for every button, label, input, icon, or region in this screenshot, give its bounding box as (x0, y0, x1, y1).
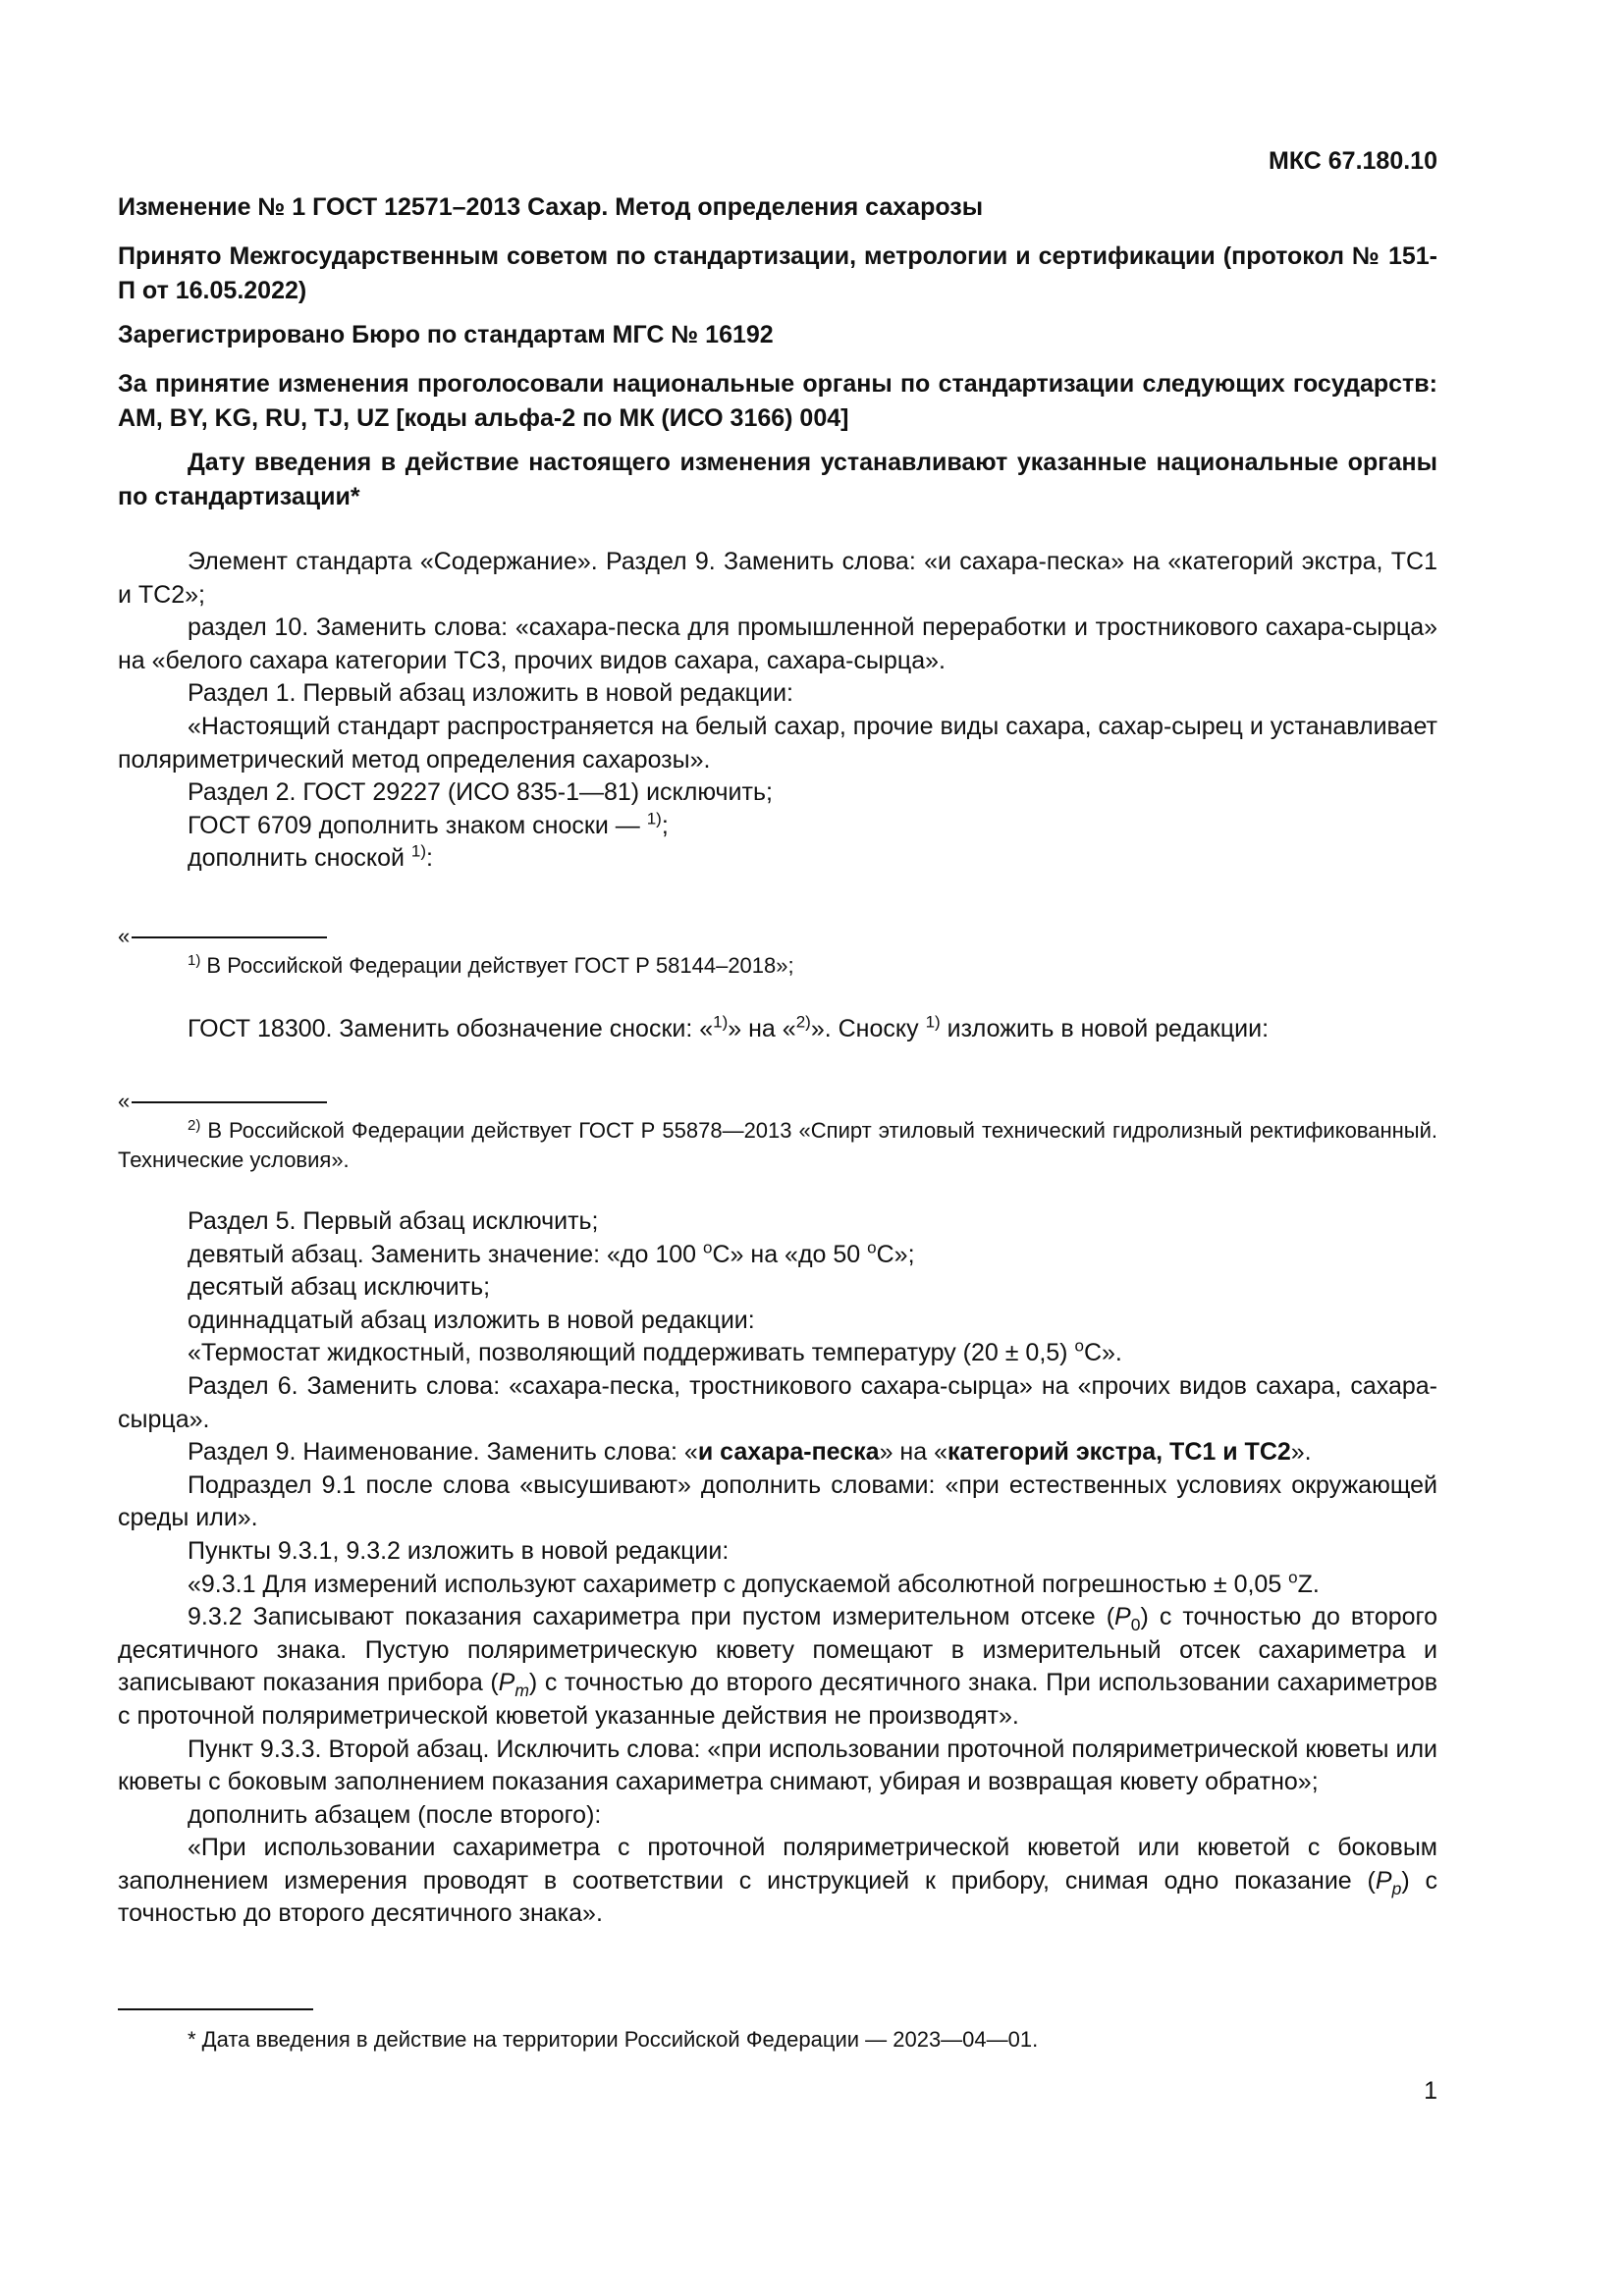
text: ; (661, 811, 669, 839)
footnote-mark: 1) (188, 951, 201, 969)
paragraph: дополнить абзацем (после второго): (188, 1800, 602, 1829)
page-number: 1 (1424, 2077, 1437, 2105)
paragraph (118, 810, 1437, 843)
page-footnote-separator (118, 2008, 313, 2010)
mks-code: МКС 67.180.10 (1269, 147, 1437, 175)
text: ) с точностью до второго десятичного знака. Пустую поляриметрическую кювету помещают в измерительный отсек сахариметра и записывают показания прибора ( (118, 1603, 1437, 1697)
text: » на « (879, 1438, 947, 1467)
paragraph: одиннадцатый абзац изложить в новой редакции: (188, 1306, 755, 1334)
paragraph: Пункты 9.3.1, 9.3.2 изложить в новой редакции: (188, 1536, 730, 1565)
footnote-ref: 2) (795, 1012, 811, 1032)
quote-mark: « (118, 924, 131, 948)
amendment-text-block-1 (118, 546, 1437, 876)
text: 9.3.2 Записывают показания сахариметра при пустом измерительном отсеке ( (188, 1603, 1115, 1631)
degree-sign: о (703, 1238, 713, 1257)
paragraph: Пункт 9.3.3. Второй абзац. Исключить слова: «при использовании проточной поляриметрической кюветы или кюветы с боковым заполнением показания сахариметра снимают, убирая и возвращая кювету обратно»; (118, 1735, 1437, 1796)
voting-states: За принятие изменения проголосовали национальные органы по стандартизации следующих государств: AM, BY, KG, RU, TJ, UZ [коды альфа-2 по МК (ИСО 3166) 004] (118, 370, 1437, 432)
paragraph (118, 1436, 1437, 1469)
registration: Зарегистрировано Бюро по стандартам МГС № 16192 (118, 321, 774, 348)
paragraph (118, 1013, 1437, 1046)
degree-sign: о (1288, 1568, 1298, 1587)
paragraph: раздел 10. Заменить слова: «сахара-песка для промышленной переработки и тростникового сахара-сырца» на «белого сахара категории ТС3, прочих видов сахара, сахара-сырца». (118, 614, 1437, 674)
paragraph: Раздел 1. Первый абзац изложить в новой редакции: (188, 679, 793, 708)
text: В Российской Федерации действует ГОСТ Р 55878—2013 «Спирт этиловый технический гидролизный ректификованный. Технические условия». (118, 1118, 1437, 1172)
amendment-title: Изменение № 1 ГОСТ 12571–2013 Сахар. Метод определения сахарозы (118, 193, 984, 221)
text: Z. (1297, 1570, 1320, 1598)
subscript: 0 (1130, 1615, 1141, 1635)
footnote-ref: 1) (713, 1012, 729, 1032)
bold-text: и сахара-песка (697, 1438, 880, 1467)
text: дополнить сноской (188, 844, 411, 873)
footnote-mark: 2) (188, 1116, 201, 1134)
paragraph: Элемент стандарта «Содержание». Раздел 9. Заменить слова: «и сахара-песка» на «категорий экстра, ТС1 и ТС2»; (118, 548, 1437, 609)
degree-sign: о (867, 1238, 877, 1257)
quote-mark: « (118, 1089, 131, 1113)
footnote-ref: 1) (646, 809, 662, 828)
text: «9.3.1 Для измерений используют сахариметр с допускаемой абсолютной погрешностью ± 0,05 (188, 1570, 1289, 1598)
footnote-text (118, 951, 1437, 981)
degree-sign: о (1074, 1337, 1084, 1357)
paragraph: «Настоящий стандарт распространяется на белый сахар, прочие виды сахара, сахар-сырец и устанавливает поляриметрический метод определения сахарозы». (118, 712, 1437, 774)
text: ». Сноску (810, 1015, 926, 1042)
footnote-ref: 1) (925, 1012, 941, 1032)
text: ) с точностью до второго десятичного знака». (118, 1866, 1437, 1928)
footnote-rule (118, 1087, 1437, 1116)
paragraph (118, 1601, 1437, 1733)
page-footnote: * Дата введения в действие на территории Российской Федерации — 2023—04—01. (188, 2027, 1039, 2052)
paragraph: Раздел 6. Заменить слова: «сахара-песка, тростникового сахара-сырца» на «прочих видов сахара, сахара-сырца». (118, 1371, 1437, 1433)
text: С»; (876, 1240, 915, 1268)
footnote-separator (132, 1101, 327, 1103)
adopted-by: Принято Межгосударственным советом по стандартизации, метрологии и сертификации (протокол № 151-П от 16.05.2022) (118, 242, 1437, 304)
effective-date-note: Дату введения в действие настоящего изменения устанавливают указанные национальные органы по стандартизации* (118, 449, 1437, 510)
text: ГОСТ 18300. Заменить обозначение сноски: « (188, 1015, 714, 1042)
footnote-insert-2 (118, 1087, 1437, 1175)
text: изложить в новой редакции: (940, 1015, 1270, 1042)
paragraph: Раздел 5. Первый абзац исключить; (188, 1207, 599, 1235)
paragraph (118, 842, 1437, 876)
footnote-insert-1 (118, 922, 1437, 981)
footnote-separator (132, 936, 327, 938)
footnote-rule (118, 922, 1437, 951)
paragraph: Раздел 2. ГОСТ 29227 (ИСО 835-1—81) исключить; (188, 778, 773, 807)
subscript: m (514, 1681, 529, 1701)
text: ) с точностью до второго десятичного знака. При использовании сахариметров с проточной поляриметрической кюветой указанные действия не производят». (118, 1669, 1437, 1730)
text: С» на «до 50 (712, 1240, 868, 1268)
text: «При использовании сахариметра с проточной поляриметрической кюветой или кюветой с боковым заполнением измерения проводят в соответствии с инструкцией к прибору, снимая одно показание ( (118, 1834, 1437, 1895)
text: Раздел 9. Наименование. Заменить слова: « (188, 1438, 698, 1467)
paragraph (118, 1569, 1437, 1602)
text: ». (1290, 1438, 1312, 1467)
text: девятый абзац. Заменить значение: «до 100 (188, 1240, 704, 1268)
paragraph: Подраздел 9.1 после слова «высушивают» дополнить словами: «при естественных условиях окружающей среды или». (118, 1470, 1437, 1532)
text: » на « (728, 1015, 796, 1042)
text: ГОСТ 6709 дополнить знаком сноски — (188, 811, 647, 839)
subscript: p (1391, 1879, 1402, 1898)
text: В Российской Федерации действует ГОСТ Р 58144–2018»; (200, 953, 794, 978)
gost-18300-paragraph (118, 1013, 1437, 1046)
symbol: P (498, 1669, 515, 1697)
text: : (426, 844, 433, 873)
text: С». (1083, 1339, 1122, 1367)
paragraph (118, 1239, 1437, 1272)
bold-text: категорий экстра, ТС1 и ТС2 (947, 1438, 1291, 1467)
paragraph (118, 1337, 1437, 1370)
paragraph: десятый абзац исключить; (188, 1273, 491, 1302)
footnote-text (118, 1116, 1437, 1175)
symbol: P (1114, 1603, 1131, 1631)
paragraph (118, 1832, 1437, 1931)
text: «Термостат жидкостный, позволяющий поддерживать температуру (20 ± 0,5) (188, 1339, 1075, 1367)
symbol: P (1375, 1866, 1392, 1895)
footnote-ref: 1) (410, 842, 427, 861)
amendment-text-block-2 (118, 1205, 1437, 1931)
